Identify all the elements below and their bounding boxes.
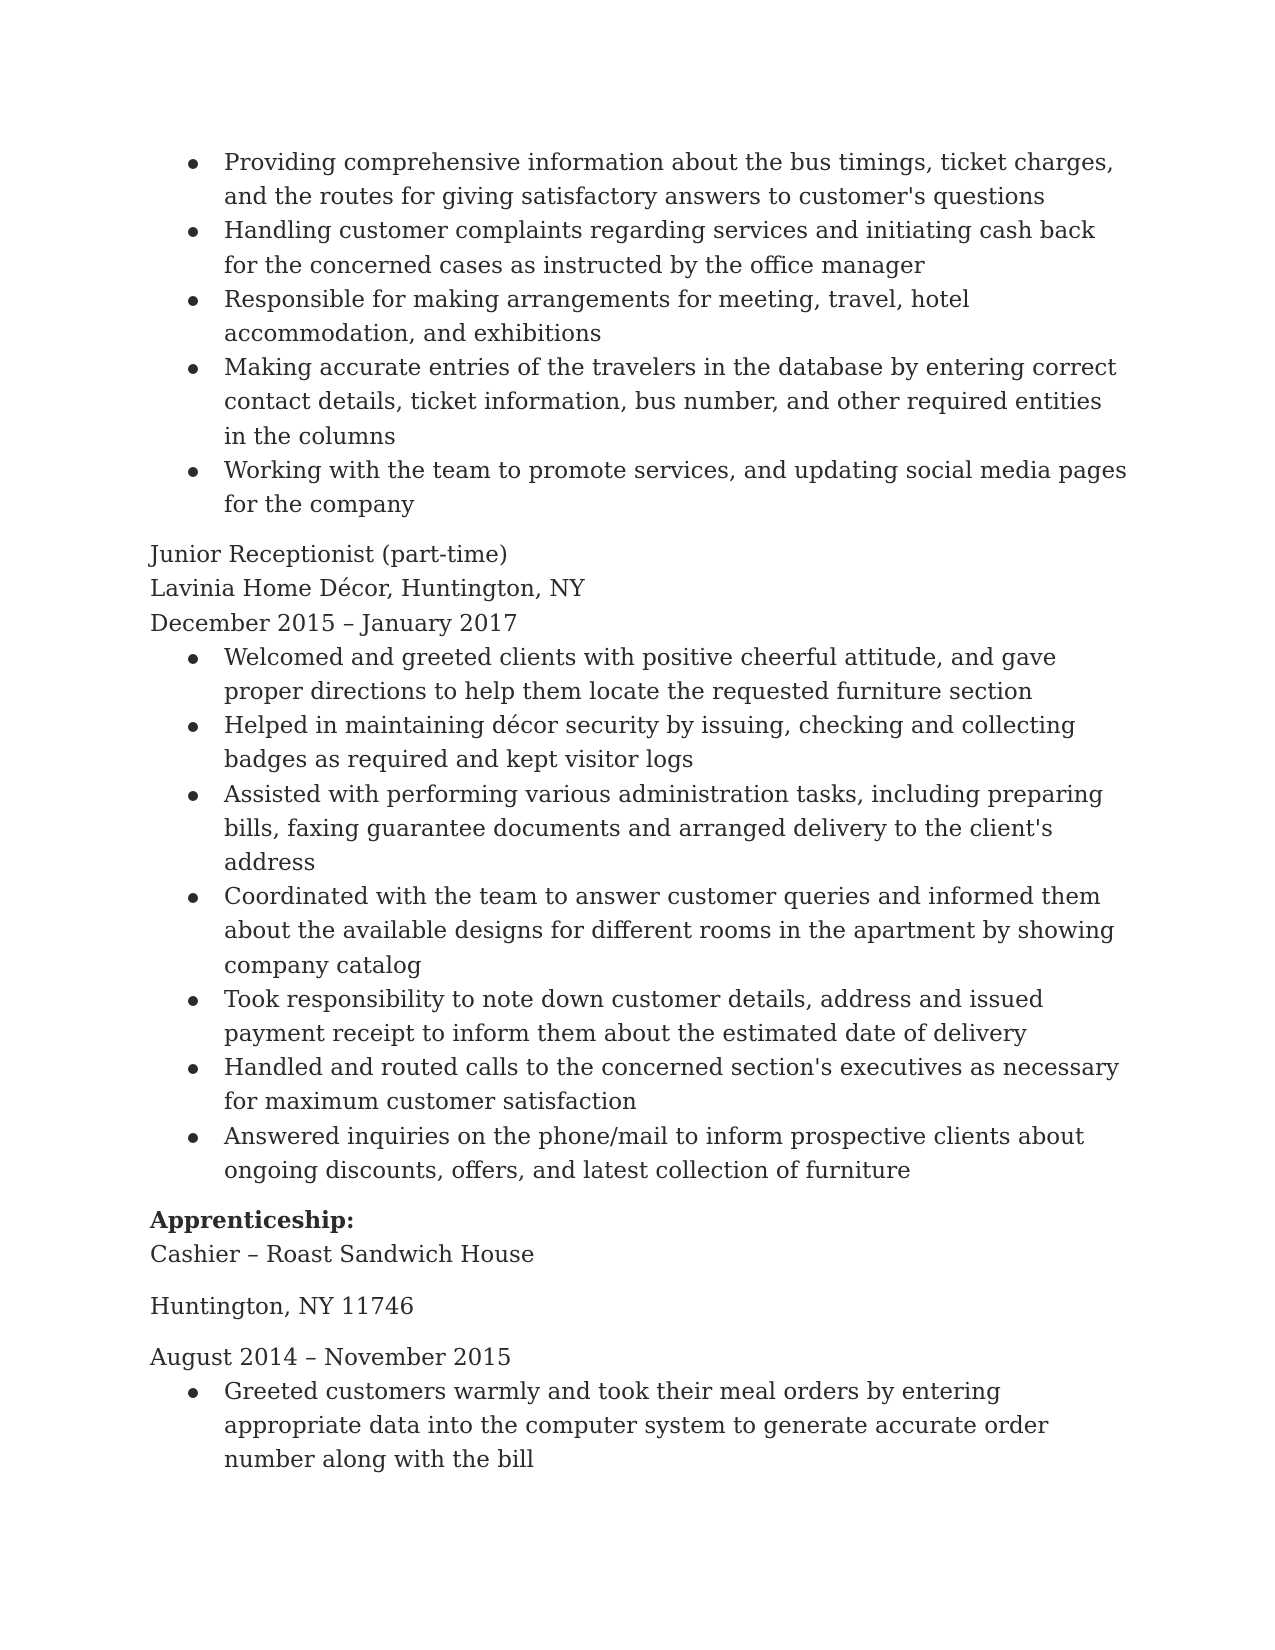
list-item	[224, 146, 1130, 214]
bullet-text: Handling customer complaints regarding services and initiating cash back for the concerned cases as instructed by the office manager	[224, 218, 1095, 279]
bullet-text: Took responsibility to note down customer details, address and issued payment receipt to inform them about the estimated date of delivery	[224, 986, 1044, 1048]
job-dates: August 2014 – November 2015	[150, 1344, 512, 1371]
list-item	[224, 1375, 1130, 1478]
bullet-icon	[188, 654, 198, 664]
job-title: Cashier – Roast Sandwich House	[150, 1242, 535, 1269]
resume-page	[150, 146, 1130, 1478]
bullet-text: Welcomed and greeted clients with positive cheerful attitude, and gave proper directions to help them locate the requested furniture section	[224, 644, 1057, 706]
list-item	[224, 1120, 1130, 1188]
apprenticeship-section	[150, 1204, 1130, 1375]
bullet-icon	[188, 1133, 198, 1143]
bullet-text: Coordinated with the team to answer customer queries and informed them about the available designs for different rooms in the apartment by showing company catalog	[224, 884, 1115, 979]
list-item	[224, 983, 1130, 1051]
bullet-text: Answered inquiries on the phone/mail to inform prospective clients about ongoing discounts, offers, and latest collection of furniture	[224, 1123, 1085, 1184]
list-item	[224, 641, 1130, 709]
list-item	[224, 1051, 1130, 1119]
job2-bullet-list	[150, 641, 1130, 1188]
list-item	[224, 778, 1130, 881]
bullet-icon	[188, 791, 198, 801]
list-item	[224, 283, 1130, 351]
job-title: Junior Receptionist (part-time)	[150, 542, 508, 569]
bullet-icon	[188, 893, 198, 903]
bullet-text: Responsible for making arrangements for meeting, travel, hotel accommodation, and exhibitions	[224, 286, 970, 348]
bullet-icon	[188, 996, 198, 1006]
bullet-text: Making accurate entries of the travelers in the database by entering correct contact details, ticket information, bus number, and other required entities in the columns	[224, 355, 1117, 450]
bullet-icon	[188, 1064, 198, 1074]
list-item	[224, 454, 1130, 522]
bullet-icon	[188, 296, 198, 306]
bullet-icon	[188, 1388, 198, 1398]
bullet-icon	[188, 722, 198, 732]
section1-bullet-list	[150, 146, 1130, 522]
company-location: Lavinia Home Décor, Huntington, NY	[150, 576, 585, 603]
bullet-text: Working with the team to promote services, and updating social media pages for the company	[224, 457, 1127, 519]
job-location: Huntington, NY 11746	[150, 1293, 415, 1320]
bullet-icon	[188, 227, 198, 237]
bullet-icon	[188, 159, 198, 169]
list-item	[224, 214, 1130, 282]
section-heading: Apprenticeship:	[150, 1207, 355, 1235]
bullet-text: Helped in maintaining décor security by issuing, checking and collecting badges as required and kept visitor logs	[224, 713, 1076, 774]
job-dates: December 2015 – January 2017	[150, 610, 518, 637]
bullet-icon	[188, 364, 198, 374]
bullet-text: Handled and routed calls to the concerned section's executives as necessary for maximum customer satisfaction	[224, 1055, 1119, 1116]
list-item	[224, 351, 1130, 454]
bullet-text: Assisted with performing various administration tasks, including preparing bills, faxing guarantee documents and arranged delivery to the client's address	[224, 781, 1104, 877]
apprenticeship-bullet-list	[150, 1375, 1130, 1478]
job2-header	[150, 538, 1130, 641]
list-item	[224, 709, 1130, 777]
bullet-icon	[188, 467, 198, 477]
bullet-text: Providing comprehensive information about the bus timings, ticket charges, and the routes for giving satisfactory answers to customer's questions	[224, 150, 1114, 211]
list-item	[224, 880, 1130, 983]
bullet-text: Greeted customers warmly and took their meal orders by entering appropriate data into the computer system to generate accurate order number along with the bill	[224, 1378, 1049, 1474]
